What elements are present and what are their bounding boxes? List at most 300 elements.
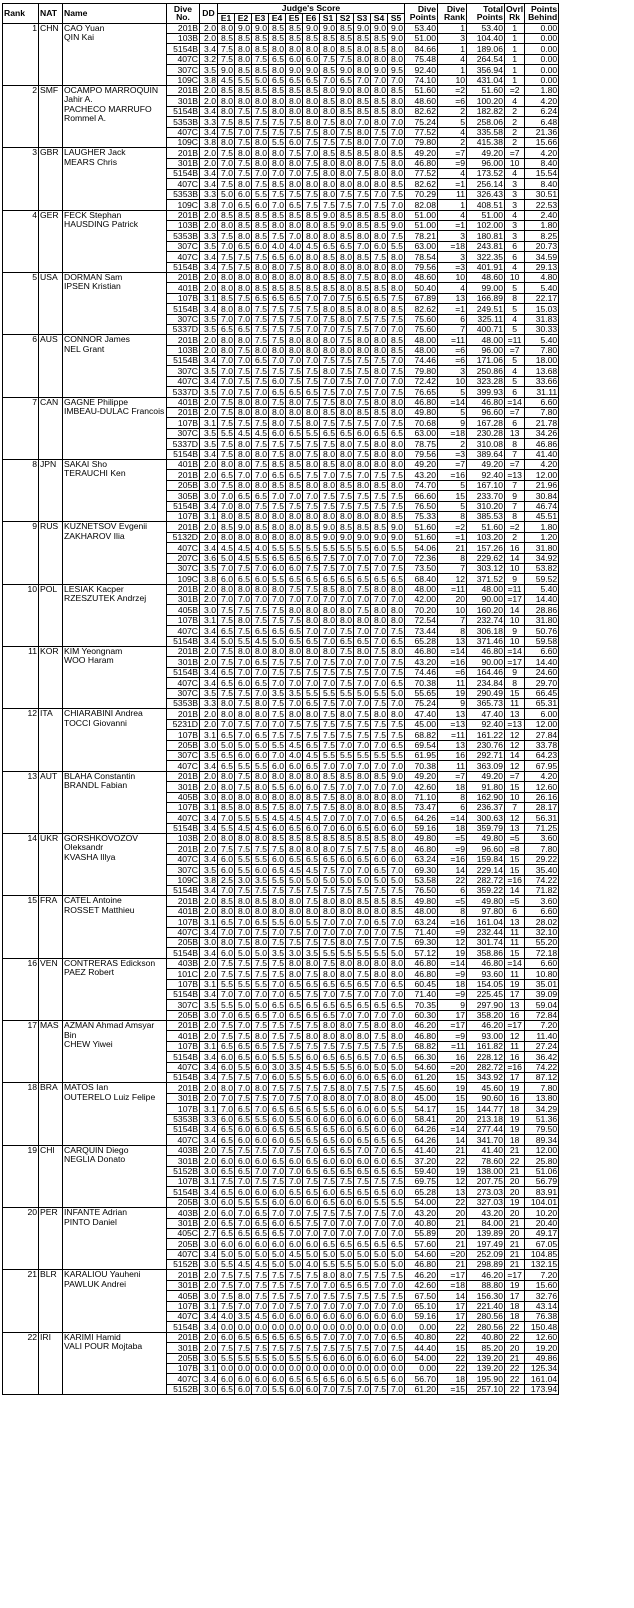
ovrl-rk-cell: 9 (505, 667, 525, 677)
dive-rank-cell: 13 (438, 293, 467, 303)
dd-cell: 3.4 (200, 106, 218, 116)
s3-cell: 9.0 (354, 23, 371, 33)
dive-rank-cell: 2 (438, 439, 467, 449)
s5-cell: 7.5 (388, 314, 405, 324)
dd-cell: 3.0 (200, 1010, 218, 1020)
e6-cell: 7.5 (303, 449, 320, 459)
table-row (3, 1083, 559, 1093)
dive-points-cell: 76.50 (405, 501, 438, 511)
dive-points-cell: 66.60 (405, 491, 438, 501)
points-behind-cell: 11.40 (525, 1031, 559, 1041)
nation-cell: SMF (39, 85, 63, 147)
s4-cell: 8.0 (371, 969, 388, 979)
e2-cell: 7.0 (235, 314, 252, 324)
diver-name: DORMAN Sam (64, 272, 123, 282)
e4-cell: 6.0 (269, 1218, 286, 1228)
dive-points-cell: 45.00 (405, 719, 438, 729)
s4-cell: 8.0 (371, 231, 388, 241)
points-behind-cell: 34.26 (525, 428, 559, 438)
header-points-behind: Points Behind (525, 4, 559, 24)
dive-no-cell: 107B (167, 802, 200, 812)
e4-cell: 7.5 (269, 969, 286, 979)
s5-cell: 8.5 (388, 906, 405, 916)
s4-cell: 7.5 (371, 1208, 388, 1218)
e4-cell: 7.5 (269, 730, 286, 740)
e5-cell: 0.0 (286, 1363, 303, 1373)
total-points-cell: 371.46 (467, 636, 505, 646)
s4-cell: 6.0 (371, 1156, 388, 1166)
s5-cell: 9.0 (388, 221, 405, 231)
s4-cell: 7.5 (371, 158, 388, 168)
e3-cell: 5.5 (252, 813, 269, 823)
s5-cell: 9.0 (388, 23, 405, 33)
e4-cell: 7.5 (269, 1270, 286, 1280)
s4-cell: 8.0 (371, 1093, 388, 1103)
points-behind-cell: 6.00 (525, 709, 559, 719)
e6-cell: 6.0 (303, 54, 320, 64)
rank-cell: 4 (3, 210, 39, 272)
names-cell (63, 896, 167, 958)
ovrl-rk-cell: 2 (505, 127, 525, 137)
points-behind-cell: 31.83 (525, 314, 559, 324)
s3-cell: 7.0 (354, 1332, 371, 1342)
s4-cell: 7.0 (371, 761, 388, 771)
e3-cell: 0.0 (252, 1322, 269, 1332)
e6-cell: 5.5 (303, 917, 320, 927)
dive-no-cell: 201B (167, 335, 200, 345)
nation-cell: RUS (39, 522, 63, 584)
total-points-cell: 243.81 (467, 241, 505, 251)
e5-cell: 8.0 (286, 511, 303, 521)
e1-cell: 7.5 (218, 688, 235, 698)
dive-points-cell: 45.00 (405, 1093, 438, 1103)
dive-rank-cell: 19 (438, 1166, 467, 1176)
total-points-cell: 195.90 (467, 1374, 505, 1384)
e1-cell: 6.5 (218, 761, 235, 771)
e4-cell: 8.0 (269, 522, 286, 532)
s4-cell: 7.5 (371, 1041, 388, 1051)
diver-name: KARIMI Hamid (64, 1332, 121, 1342)
s5-cell: 6.5 (388, 1239, 405, 1249)
s3-cell: 8.0 (354, 231, 371, 241)
dive-points-cell: 70.20 (405, 605, 438, 615)
total-points-cell: 323.28 (467, 376, 505, 386)
e4-cell: 6.0 (269, 1187, 286, 1197)
ovrl-rk-cell: 13 (505, 709, 525, 719)
e3-cell: 8.5 (252, 210, 269, 220)
dd-cell: 3.5 (200, 428, 218, 438)
total-points-cell: 139.20 (467, 1363, 505, 1373)
e5-cell: 6.5 (286, 1010, 303, 1020)
s2-cell: 7.5 (337, 1208, 354, 1218)
s4-cell: 5.0 (371, 1260, 388, 1270)
s3-cell: 7.0 (354, 595, 371, 605)
points-behind-cell: 0.00 (525, 33, 559, 43)
points-behind-cell: 7.20 (525, 1270, 559, 1280)
points-behind-cell: 12.60 (525, 1332, 559, 1342)
e3-cell: 5.5 (252, 1197, 269, 1207)
dive-rank-cell: =11 (438, 730, 467, 740)
s3-cell: 7.0 (354, 1228, 371, 1238)
e2-cell: 8.0 (235, 439, 252, 449)
s1-cell: 7.0 (320, 1228, 337, 1238)
e5-cell: 8.0 (286, 335, 303, 345)
rank-cell: 14 (3, 834, 39, 896)
e1-cell: 7.5 (218, 647, 235, 657)
dive-points-cell: 59.16 (405, 823, 438, 833)
e3-cell: 5.0 (252, 740, 269, 750)
s5-cell: 8.5 (388, 802, 405, 812)
dd-cell: 3.4 (200, 813, 218, 823)
total-points-cell: 46.80 (467, 958, 505, 968)
e6-cell: 8.0 (303, 272, 320, 282)
s3-cell: 8.0 (354, 65, 371, 75)
s5-cell: 7.5 (388, 563, 405, 573)
dd-cell: 2.7 (200, 1228, 218, 1238)
e2-cell: 8.0 (235, 584, 252, 594)
e1-cell: 7.5 (218, 657, 235, 667)
e1-cell: 7.0 (218, 813, 235, 823)
e4-cell: 6.5 (269, 252, 286, 262)
dive-points-cell: 71.10 (405, 792, 438, 802)
s3-cell: 5.0 (354, 688, 371, 698)
dive-rank-cell: 14 (438, 1291, 467, 1301)
e4-cell: 8.0 (269, 262, 286, 272)
s5-cell: 6.0 (388, 1114, 405, 1124)
points-behind-cell: 43.14 (525, 1301, 559, 1311)
points-behind-cell: 31.80 (525, 543, 559, 553)
dive-points-cell: 92.40 (405, 65, 438, 75)
dive-rank-cell: 10 (438, 605, 467, 615)
diver-name: ZAKHAROV Ilia (64, 530, 125, 541)
e5-cell: 8.0 (286, 408, 303, 418)
points-behind-cell: 13.80 (525, 1093, 559, 1103)
s5-cell: 8.0 (388, 480, 405, 490)
total-points-cell: 173.52 (467, 169, 505, 179)
s2-cell: 7.0 (337, 1218, 354, 1228)
e3-cell: 6.5 (252, 1041, 269, 1051)
s1-cell: 7.5 (320, 937, 337, 947)
s3-cell: 7.5 (354, 563, 371, 573)
s3-cell: 7.5 (354, 387, 371, 397)
e4-cell: 7.5 (269, 1343, 286, 1353)
e4-cell: 6.5 (269, 470, 286, 480)
total-points-cell: 139.20 (467, 1353, 505, 1363)
e5-cell: 7.5 (286, 501, 303, 511)
dd-cell: 3.5 (200, 865, 218, 875)
dd-cell: 3.0 (200, 1197, 218, 1207)
header-judge-s2: S2 (337, 13, 354, 23)
dive-no-cell: 107B (167, 1363, 200, 1373)
dive-points-cell: 75.24 (405, 117, 438, 127)
e3-cell: 6.5 (252, 626, 269, 636)
diver-name: NEL Grant (64, 343, 105, 354)
dive-points-cell: 43.20 (405, 1208, 438, 1218)
s4-cell: 7.5 (371, 1176, 388, 1186)
s3-cell: 0.0 (354, 1363, 371, 1373)
e6-cell: 7.5 (303, 563, 320, 573)
s5-cell: 7.5 (388, 937, 405, 947)
dd-cell: 2.0 (200, 158, 218, 168)
s1-cell: 8.0 (320, 335, 337, 345)
e2-cell: 7.5 (235, 345, 252, 355)
dive-no-cell: 5353B (167, 1114, 200, 1124)
total-points-cell: 139.89 (467, 1228, 505, 1238)
total-points-cell: 53.40 (467, 23, 505, 33)
e6-cell: 7.5 (303, 200, 320, 210)
results-table (2, 3, 559, 1395)
nation-cell: KOR (39, 647, 63, 709)
e6-cell: 7.5 (303, 127, 320, 137)
s5-cell: 6.0 (388, 1353, 405, 1363)
dive-no-cell: 5154B (167, 1187, 200, 1197)
s5-cell: 8.0 (388, 605, 405, 615)
e3-cell: 7.5 (252, 117, 269, 127)
table-row (3, 397, 559, 407)
dd-cell: 2.0 (200, 460, 218, 470)
dive-rank-cell: 14 (438, 865, 467, 875)
dive-rank-cell: 8 (438, 553, 467, 563)
s1-cell: 7.0 (320, 595, 337, 605)
total-points-cell: 232.44 (467, 927, 505, 937)
e5-cell: 8.0 (286, 96, 303, 106)
dd-cell: 3.4 (200, 989, 218, 999)
points-behind-cell: 83.91 (525, 1187, 559, 1197)
ovrl-rk-cell: 11 (505, 927, 525, 937)
s1-cell: 5.5 (320, 543, 337, 553)
dive-rank-cell: 15 (438, 1073, 467, 1083)
ovrl-rk-cell: 7 (505, 802, 525, 812)
s2-cell: 8.0 (337, 158, 354, 168)
s1-cell: 8.0 (320, 906, 337, 916)
e4-cell: 5.5 (269, 917, 286, 927)
s5-cell: 7.5 (388, 927, 405, 937)
e5-cell: 6.5 (286, 854, 303, 864)
dive-rank-cell: =16 (438, 470, 467, 480)
points-behind-cell: 12.00 (525, 470, 559, 480)
s2-cell: 0.0 (337, 1363, 354, 1373)
points-behind-cell: 4.20 (525, 771, 559, 781)
s3-cell: 8.5 (354, 148, 371, 158)
s1-cell: 8.5 (320, 834, 337, 844)
e5-cell: 7.0 (286, 1228, 303, 1238)
points-behind-cell: 7.80 (525, 844, 559, 854)
points-behind-cell: 173.94 (525, 1384, 559, 1394)
s3-cell: 7.5 (354, 730, 371, 740)
s4-cell: 5.0 (371, 1062, 388, 1072)
dive-rank-cell: 1 (438, 23, 467, 33)
e2-cell: 7.5 (235, 886, 252, 896)
dive-no-cell: 5152B (167, 1260, 200, 1270)
ovrl-rk-cell: =16 (505, 875, 525, 885)
e3-cell: 8.0 (252, 397, 269, 407)
e2-cell: 5.5 (235, 979, 252, 989)
e6-cell: 8.5 (303, 283, 320, 293)
s5-cell: 8.5 (388, 335, 405, 345)
s2-cell: 7.0 (337, 553, 354, 563)
e4-cell: 5.5 (269, 137, 286, 147)
total-points-cell: 93.60 (467, 969, 505, 979)
s5-cell: 7.5 (388, 626, 405, 636)
s2-cell: 8.5 (337, 33, 354, 43)
dive-no-cell: 5154B (167, 356, 200, 366)
s2-cell: 7.5 (337, 335, 354, 345)
s3-cell: 8.0 (354, 137, 371, 147)
header-judge-e1: E1 (218, 13, 235, 23)
ovrl-rk-cell: =7 (505, 460, 525, 470)
e5-cell: 7.5 (286, 189, 303, 199)
dive-points-cell: 75.33 (405, 511, 438, 521)
e6-cell: 6.5 (303, 574, 320, 584)
e5-cell: 8.0 (286, 896, 303, 906)
e5-cell: 7.5 (286, 927, 303, 937)
dive-points-cell: 54.60 (405, 1062, 438, 1072)
s2-cell: 7.5 (337, 366, 354, 376)
s2-cell: 7.5 (337, 730, 354, 740)
e2-cell: 7.0 (235, 1218, 252, 1228)
s2-cell: 8.0 (337, 262, 354, 272)
s2-cell: 7.5 (337, 200, 354, 210)
diver-name: CHEW Yiwei (64, 1038, 113, 1049)
dive-points-cell: 55.65 (405, 688, 438, 698)
points-behind-cell: 15.03 (525, 304, 559, 314)
e4-cell: 8.0 (269, 44, 286, 54)
diver-name: LAUGHER Jack (64, 147, 126, 158)
header-dd: DD (200, 4, 218, 24)
rank-cell: 6 (3, 335, 39, 397)
s2-cell: 8.0 (337, 1083, 354, 1093)
s3-cell: 6.0 (354, 1312, 371, 1322)
s1-cell: 7.5 (320, 563, 337, 573)
dive-points-cell: 51.60 (405, 85, 438, 95)
s1-cell: 8.5 (320, 221, 337, 231)
e5-cell: 6.5 (286, 626, 303, 636)
ovrl-rk-cell: 3 (505, 179, 525, 189)
s4-cell: 8.0 (371, 439, 388, 449)
s3-cell: 6.0 (354, 1104, 371, 1114)
s1-cell: 9.0 (320, 23, 337, 33)
s1-cell: 8.5 (320, 33, 337, 43)
s2-cell: 7.0 (337, 813, 354, 823)
e2-cell: 7.5 (235, 106, 252, 116)
points-behind-cell: 4.80 (525, 272, 559, 282)
e6-cell: 8.5 (303, 33, 320, 43)
e4-cell: 7.5 (269, 667, 286, 677)
dd-cell: 3.6 (200, 553, 218, 563)
dive-rank-cell: 3 (438, 252, 467, 262)
e1-cell: 8.0 (218, 937, 235, 947)
dive-rank-cell: =9 (438, 158, 467, 168)
e6-cell: 8.5 (303, 792, 320, 802)
s5-cell: 8.0 (388, 834, 405, 844)
s4-cell: 6.5 (371, 865, 388, 875)
total-points-cell: 96.00 (467, 345, 505, 355)
s1-cell: 7.5 (320, 958, 337, 968)
e2-cell: 5.5 (235, 1197, 252, 1207)
s1-cell: 6.5 (320, 1197, 337, 1207)
dive-rank-cell: =9 (438, 927, 467, 937)
total-points-cell: 280.56 (467, 1312, 505, 1322)
e3-cell: 8.0 (252, 511, 269, 521)
e3-cell: 8.5 (252, 44, 269, 54)
dd-cell: 3.0 (200, 937, 218, 947)
e5-cell: 7.0 (286, 698, 303, 708)
s3-cell: 7.5 (354, 397, 371, 407)
dive-no-cell: 5337D (167, 324, 200, 334)
e3-cell: 7.5 (252, 1093, 269, 1103)
e3-cell: 7.5 (252, 314, 269, 324)
s2-cell: 8.0 (337, 937, 354, 947)
e3-cell: 7.5 (252, 106, 269, 116)
dive-no-cell: 205B (167, 937, 200, 947)
dive-points-cell: 64.26 (405, 813, 438, 823)
s1-cell: 8.0 (320, 231, 337, 241)
e2-cell: 8.0 (235, 896, 252, 906)
dive-points-cell: 37.20 (405, 1156, 438, 1166)
e3-cell: 7.5 (252, 1021, 269, 1031)
e6-cell: 8.0 (303, 844, 320, 854)
points-behind-cell: 1.80 (525, 522, 559, 532)
e1-cell: 7.0 (218, 491, 235, 501)
s4-cell: 8.0 (371, 615, 388, 625)
names-cell (63, 1021, 167, 1083)
e4-cell: 6.5 (269, 293, 286, 303)
e4-cell: 0.0 (269, 1363, 286, 1373)
ovrl-rk-cell: 7 (505, 501, 525, 511)
dive-rank-cell: 6 (438, 802, 467, 812)
e1-cell: 8.5 (218, 210, 235, 220)
s5-cell: 5.0 (388, 1062, 405, 1072)
s4-cell: 8.0 (371, 169, 388, 179)
table-row (3, 584, 559, 594)
ovrl-rk-cell: 21 (505, 1145, 525, 1155)
e2-cell: 7.0 (235, 917, 252, 927)
s3-cell: 8.5 (354, 210, 371, 220)
s1-cell: 7.5 (320, 356, 337, 366)
s5-cell: 7.5 (388, 1083, 405, 1093)
ovrl-rk-cell: 19 (505, 1114, 525, 1124)
ovrl-rk-cell: 1 (505, 54, 525, 64)
dive-points-cell: 79.56 (405, 449, 438, 459)
e6-cell: 6.5 (303, 740, 320, 750)
dive-rank-cell: 22 (438, 1156, 467, 1166)
e5-cell: 8.0 (286, 449, 303, 459)
e2-cell: 4.5 (235, 823, 252, 833)
s1-cell: 9.0 (320, 522, 337, 532)
dd-cell: 3.4 (200, 886, 218, 896)
dive-rank-cell: 19 (438, 688, 467, 698)
s5-cell: 6.5 (388, 428, 405, 438)
s2-cell: 7.0 (337, 563, 354, 573)
dive-rank-cell: 16 (438, 750, 467, 760)
points-behind-cell: 6.60 (525, 906, 559, 916)
dive-no-cell: 305B (167, 491, 200, 501)
dive-no-cell: 107B (167, 418, 200, 428)
s3-cell: 8.0 (354, 44, 371, 54)
s3-cell: 7.0 (354, 865, 371, 875)
dive-points-cell: 64.26 (405, 1135, 438, 1145)
s5-cell: 7.0 (388, 1384, 405, 1394)
s4-cell: 6.0 (371, 1125, 388, 1135)
e4-cell: 7.5 (269, 127, 286, 137)
s5-cell: 6.5 (388, 636, 405, 646)
s3-cell: 7.5 (354, 491, 371, 501)
points-behind-cell: 104.85 (525, 1249, 559, 1259)
dive-rank-cell: =20 (438, 1249, 467, 1259)
e3-cell: 6.5 (252, 293, 269, 303)
total-points-cell: 225.45 (467, 989, 505, 999)
table-row (3, 210, 559, 220)
